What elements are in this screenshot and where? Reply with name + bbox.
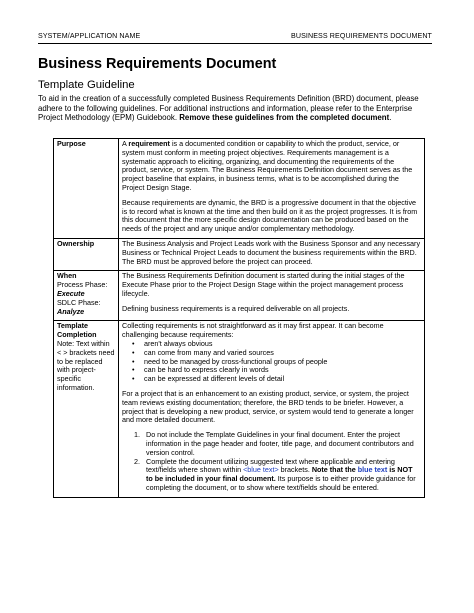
item2-bold-1: Note that the [311, 465, 358, 475]
process-phase-value: Execute [57, 288, 85, 298]
table-row-purpose [54, 139, 425, 239]
when-paragraph-1: The Business Requirements Definition document is started during the initial stages of the Execute Phase prior to the Project Design Stage within the project management process lifecycle. [122, 271, 405, 298]
requirements-bullet-list [122, 340, 421, 384]
when-label-cell [54, 271, 119, 321]
table-row-template-completion [54, 321, 425, 497]
when-paragraph-2: Defining business requirements is a required deliverable on all projects. [122, 303, 350, 313]
ownership-paragraph: The Business Analysis and Project Leads work with the Business Sponsor and any necessary Business or Technical Project Leads to document the business requirements within the BRD. The BRD must be approved before the project can proceed. [122, 238, 421, 266]
process-phase-label: Process Phase: [57, 280, 108, 290]
purpose-paragraph-2: Because requirements are dynamic, the BRD is a progressive document in that the objective is to record what is known at the time and then build on it as the project progresses. It is from this document that the more specific design documentation can be produced based on the needs of the project and any unique and/or complementary methodology. [122, 197, 418, 234]
list-item: • aren't always obvious [144, 340, 421, 349]
purpose-p1-post: is a documented condition or capability to which the product, service, or system must conform in meeting project objectives. Requirements management is a systematic approach to eliciting, organizing, and documenting the requirements of the product, service, or system. The Business Requirements Definition document serves as the project baseline that explains, in business terms, what is to be accomplished during the Project Design Stage. [122, 139, 413, 192]
page-title: Business Requirements Document [38, 56, 277, 72]
table-row-when [54, 271, 425, 321]
item2-bold-2: is NOT to be included in your final document. [146, 465, 413, 484]
sdlc-phase-value: Analyze [57, 306, 85, 316]
list-item: • can be hard to express clearly in words [144, 366, 421, 375]
purpose-p1-pre: A [122, 139, 129, 148]
item2-blue-bold: blue text [357, 465, 388, 475]
list-item: • need to be managed by cross-functional groups of people [144, 358, 421, 367]
guideline-table [53, 138, 425, 498]
list-item [134, 456, 421, 493]
ownership-label-cell [54, 238, 119, 270]
list-number: 2. [134, 456, 140, 466]
table-row-ownership [54, 238, 425, 270]
list-item: • can come from many and varied sources [144, 349, 421, 358]
instructions-numbered-list [122, 431, 421, 493]
item2-mid: brackets. [278, 465, 312, 475]
page-subtitle: Template Guideline [38, 79, 135, 91]
completion-content-cell [119, 321, 425, 497]
ownership-label: Ownership [57, 238, 95, 248]
purpose-label: Purpose [57, 139, 86, 148]
when-label: When [57, 271, 77, 281]
item2-post: Its purpose is to either provide guidance for completing the document, or to show where text/fields should be entered. [146, 474, 416, 492]
completion-label: Template Completion [57, 321, 97, 340]
purpose-paragraph-1 [122, 140, 421, 193]
intro-text: To aid in the creation of a successfully completed Business Requirements Definition (BRD) document, please adhere to the following guidelines. For additional instructions and information, please refer to the Enterprise Project Methodology (EPM) Guidebook. [38, 94, 419, 123]
purpose-p1-bold: requirement [128, 139, 170, 148]
sdlc-phase-label: SDLC Phase: [57, 297, 101, 307]
list-number: 1. [134, 430, 140, 440]
intro-end: . [389, 113, 392, 123]
completion-note: Note: Text within < > brackets need to be replaced with project-specific information. [57, 338, 115, 392]
header-divider [38, 43, 432, 44]
header-document-name: BUSINESS REQUIREMENTS DOCUMENT [291, 32, 432, 40]
header-system-name: SYSTEM/APPLICATION NAME [38, 32, 141, 40]
intro-remove-note: Remove these guidelines from the completed document [179, 113, 390, 123]
list-item [134, 430, 421, 457]
blue-text-sample: <blue text> [243, 465, 279, 475]
completion-label-cell [54, 321, 119, 497]
list-item: • can be expressed at different levels of detail [144, 375, 421, 384]
completion-paragraph-1: Collecting requirements is not straightforward as it may first appear. It can become challenging because requirements: [122, 321, 384, 340]
intro-paragraph [38, 94, 434, 123]
purpose-label-cell [54, 139, 119, 239]
ownership-content-cell [119, 238, 425, 270]
list-item-text: Do not include the Template Guidelines in your final document. Enter the project information in the page header and footer, title page, and document contributors and version control. [146, 430, 414, 457]
purpose-content-cell [119, 139, 425, 239]
completion-paragraph-2: For a project that is an enhancement to an existing product, service, or system, the project team reviews existing documentation; therefore, the BRD tends to be briefer. However, a project that is developing a new product, service, or system would tend to generate a longer and more detailed document. [122, 388, 414, 425]
item2-pre: Complete the document utilizing suggested text where applicable and entering text/fields where shown within [146, 456, 395, 475]
when-content-cell [119, 271, 425, 321]
